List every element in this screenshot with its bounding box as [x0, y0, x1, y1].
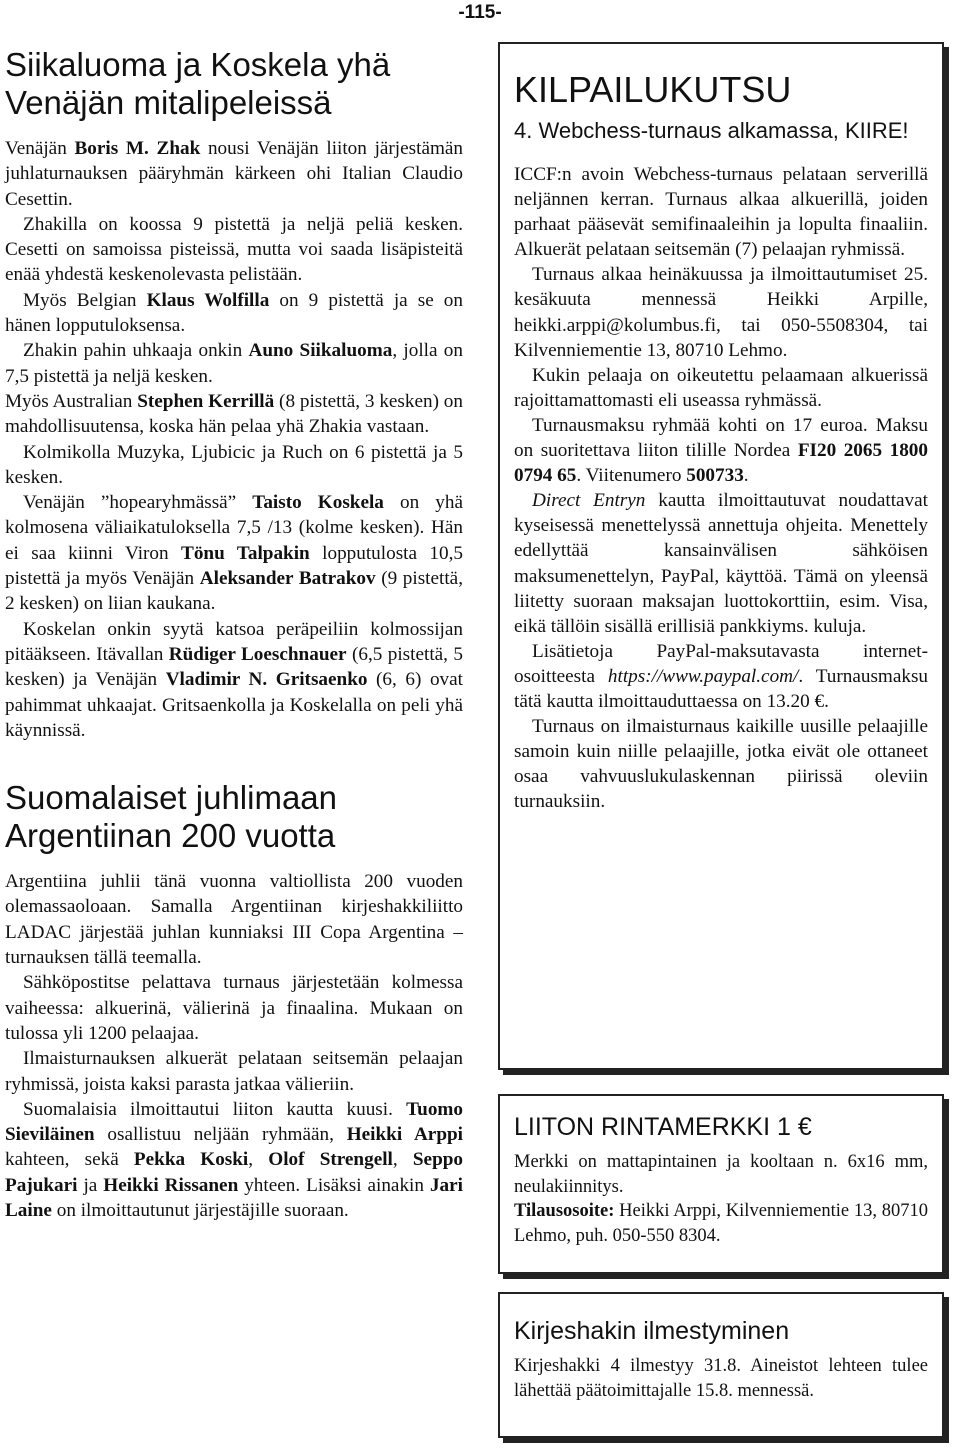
article1-paragraph: Koskelan onkin syytä katsoa peräpeiliin kolmossijan pitääkseen. Itävallan Rüdiger Loeschnauer (6,5 pistettä, 5 kesken) ja Venäjän Vladimir N. Gritsaenko (6, 6) ovat pahimmat uhkaajat. Gritsaenkolla ja Koskelalla on peli yhä käynnissä. — [5, 618, 463, 741]
kilpailukutsu-paragraph: Kukin pelaaja on oikeutettu pelaamaan alkuerissä rajoittamattomasti eli useassa ryhmässä. — [514, 364, 928, 411]
article1-paragraph — [5, 136, 463, 212]
article2-paragraph: Ilmaisturnauksen alkuerät pelataan seitsemän pelaajan ryhmissä, joista kaksi parasta jatkaa välieriin. — [5, 1048, 463, 1095]
order-label: Tilausosoite: — [514, 1201, 615, 1221]
article2-headline: Suomalaiset juhlimaan Argentiinan 200 vuotta — [5, 779, 338, 855]
article1-paragraph: Myös Australian Stephen Kerrillä (8 pistettä, 3 kesken) on mahdollisuutensa, koska hän pelaa yhä Zhakia vastaan. — [5, 390, 463, 438]
kirjeshakki-text: Kirjeshakki 4 ilmestyy 31.8. Aineistot lehteen tulee lähettää päätoimittajalle 15.8. mennessä. — [514, 1356, 928, 1401]
kilpailukutsu-paragraph: ICCF:n avoin Webchess-turnaus pelataan serverillä neljännen kerran. Turnaus alkaa alkuerillä, joiden parhaat pääsevät semifinaaleihin ja lopulta finaaliin. Alkuerät pelataan seitsemän (7) pelaajan ryhmissä. — [514, 164, 928, 261]
article1-paragraph: Kolmikolla Muzyka, Ljubicic ja Ruch on 6 pistettä ja 5 kesken. — [5, 441, 463, 488]
kilpailukutsu-paragraph: Turnaus on ilmaisturnaus kaikille uusille pelaajille samoin kuin niille pelaajille, jotka eivät ole ottaneet osaa vahvuuslukulaskennan piirissä oleviin turnauksiin. — [514, 716, 928, 813]
article1-paragraph: Venäjän ”hopearyhmässä” Taisto Koskela on yhä kolmosena väliaikatuloksella 7,5 /13 (kolme kesken). Hän ei saa kiinni Viron Tönu Talpakin lopputulosta 10,5 pistettä ja myös Venäjän Aleksander Batrakov (9 pistettä, 2 kesken) on liian kaukana. — [5, 492, 463, 615]
kilpailukutsu-paragraph: Turnausmaksu ryhmää kohti on 17 euroa. Maksu on suoritettava liiton tilille Nordea FI20 2065 1800 0794 65. Viitenumero 500733. — [514, 414, 928, 487]
kilpailukutsu-subtitle: 4. Webchess-turnaus alkamassa, KIIRE! — [514, 118, 909, 143]
rintamerkki-order — [514, 1199, 928, 1248]
kirjeshakki-title: Kirjeshakin ilmestyminen — [514, 1317, 790, 1345]
left-column — [5, 46, 463, 1223]
rintamerkki-text: Merkki on mattapintainen ja kooltaan n. 6x16 mm, neulakiinnitys. — [514, 1152, 928, 1197]
article1-p1-text: Venäjän Boris M. Zhak nousi Venäjän liiton järjestämän juhlaturnauksen pääryhmän kärkeen ohi Italian Claudio Cesettin. — [5, 138, 463, 210]
article2-paragraph: Sähköpostitse pelattava turnaus järjestetään kolmessa vaiheessa: alkuerinä, välierinä ja finaalina. Mukaan on tulossa yli 1200 pelaajaa. — [5, 972, 463, 1044]
kilpailukutsu-paragraph: Direct Entryn kautta ilmoittautuvat noudattavat kyseisessä menettelyssä annettuja ohjeita. Menettely edellyttää kansainvälisen sähköisen maksumenettelyn, PayPal, käyttöä. Tämä on yleensä liitetty suoraan maksajan luottokorttiin, esim. Visa, eikä tällöin sisällä erillisiä pankkiyms. kuluja. — [514, 490, 928, 637]
order-text: Heikki Arppi, Kilvenniementie 13, 80710 Lehmo, puh. 050-550 8304. — [514, 1201, 928, 1246]
page-number: -115- — [458, 2, 502, 23]
kilpailukutsu-paragraph: Lisätietoja PayPal-maksutavasta internet-osoitteesta https://www.paypal.com/. Turnausmaksu tätä kautta ilmoittauduttaessa on 13.20 €. — [514, 640, 929, 712]
article1-paragraph: Zhakilla on koossa 9 pistettä ja neljä peliä kesken. Cesetti on samoissa pisteissä, mutta voi saada lisäpisteitä enää yhdestä keskenolevasta pelistään. — [5, 213, 463, 286]
article2-paragraph: Argentiina juhlii tänä vuonna valtiollista 200 vuoden olemassaoloaan. Samalla Argentiinan kirjeshakkiliitto LADAC järjestää juhlan kunniaksi III Copa Argentina –turnauksen tällä teemalla. — [5, 871, 463, 969]
rintamerkki-box — [498, 1094, 944, 1274]
article1-headline: Siikaluoma ja Koskela yhä Venäjän mitalipeleissä — [5, 46, 391, 121]
kilpailukutsu-box — [498, 42, 944, 1070]
kilpailukutsu-title: KILPAILUKUTSU — [514, 69, 792, 110]
rintamerkki-title: LIITON RINTAMERKKI 1 € — [514, 1113, 812, 1141]
article1-paragraph: Myös Belgian Klaus Wolfilla on 9 pistettä ja se on hänen lopputuloksensa. — [5, 289, 463, 337]
kirjeshakki-box — [498, 1292, 944, 1438]
kilpailukutsu-paragraph: Turnaus alkaa heinäkuussa ja ilmoittautumiset 25. kesäkuuta mennessä Heikki Arpille, heikki.arppi@kolumbus.fi, tai 050-5508304, tai Kilvenniementie 13, 80710 Lehmo. — [514, 264, 928, 361]
article1-paragraph: Zhakin pahin uhkaaja onkin Auno Siikaluoma, jolla on 7,5 pistettä ja neljä kesken. — [5, 340, 463, 387]
article2-paragraph: Suomalaisia ilmoittautui liiton kautta kuusi. Tuomo Sieviläinen osallistuu neljään ryhmään, Heikki Arppi kahteen, sekä Pekka Koski, Olof Strengell, Seppo Pajukari ja Heikki Rissanen yhteen. Lisäksi ainakin Jari Laine on ilmoittautunut järjestäjille suoraan. — [5, 1098, 463, 1221]
